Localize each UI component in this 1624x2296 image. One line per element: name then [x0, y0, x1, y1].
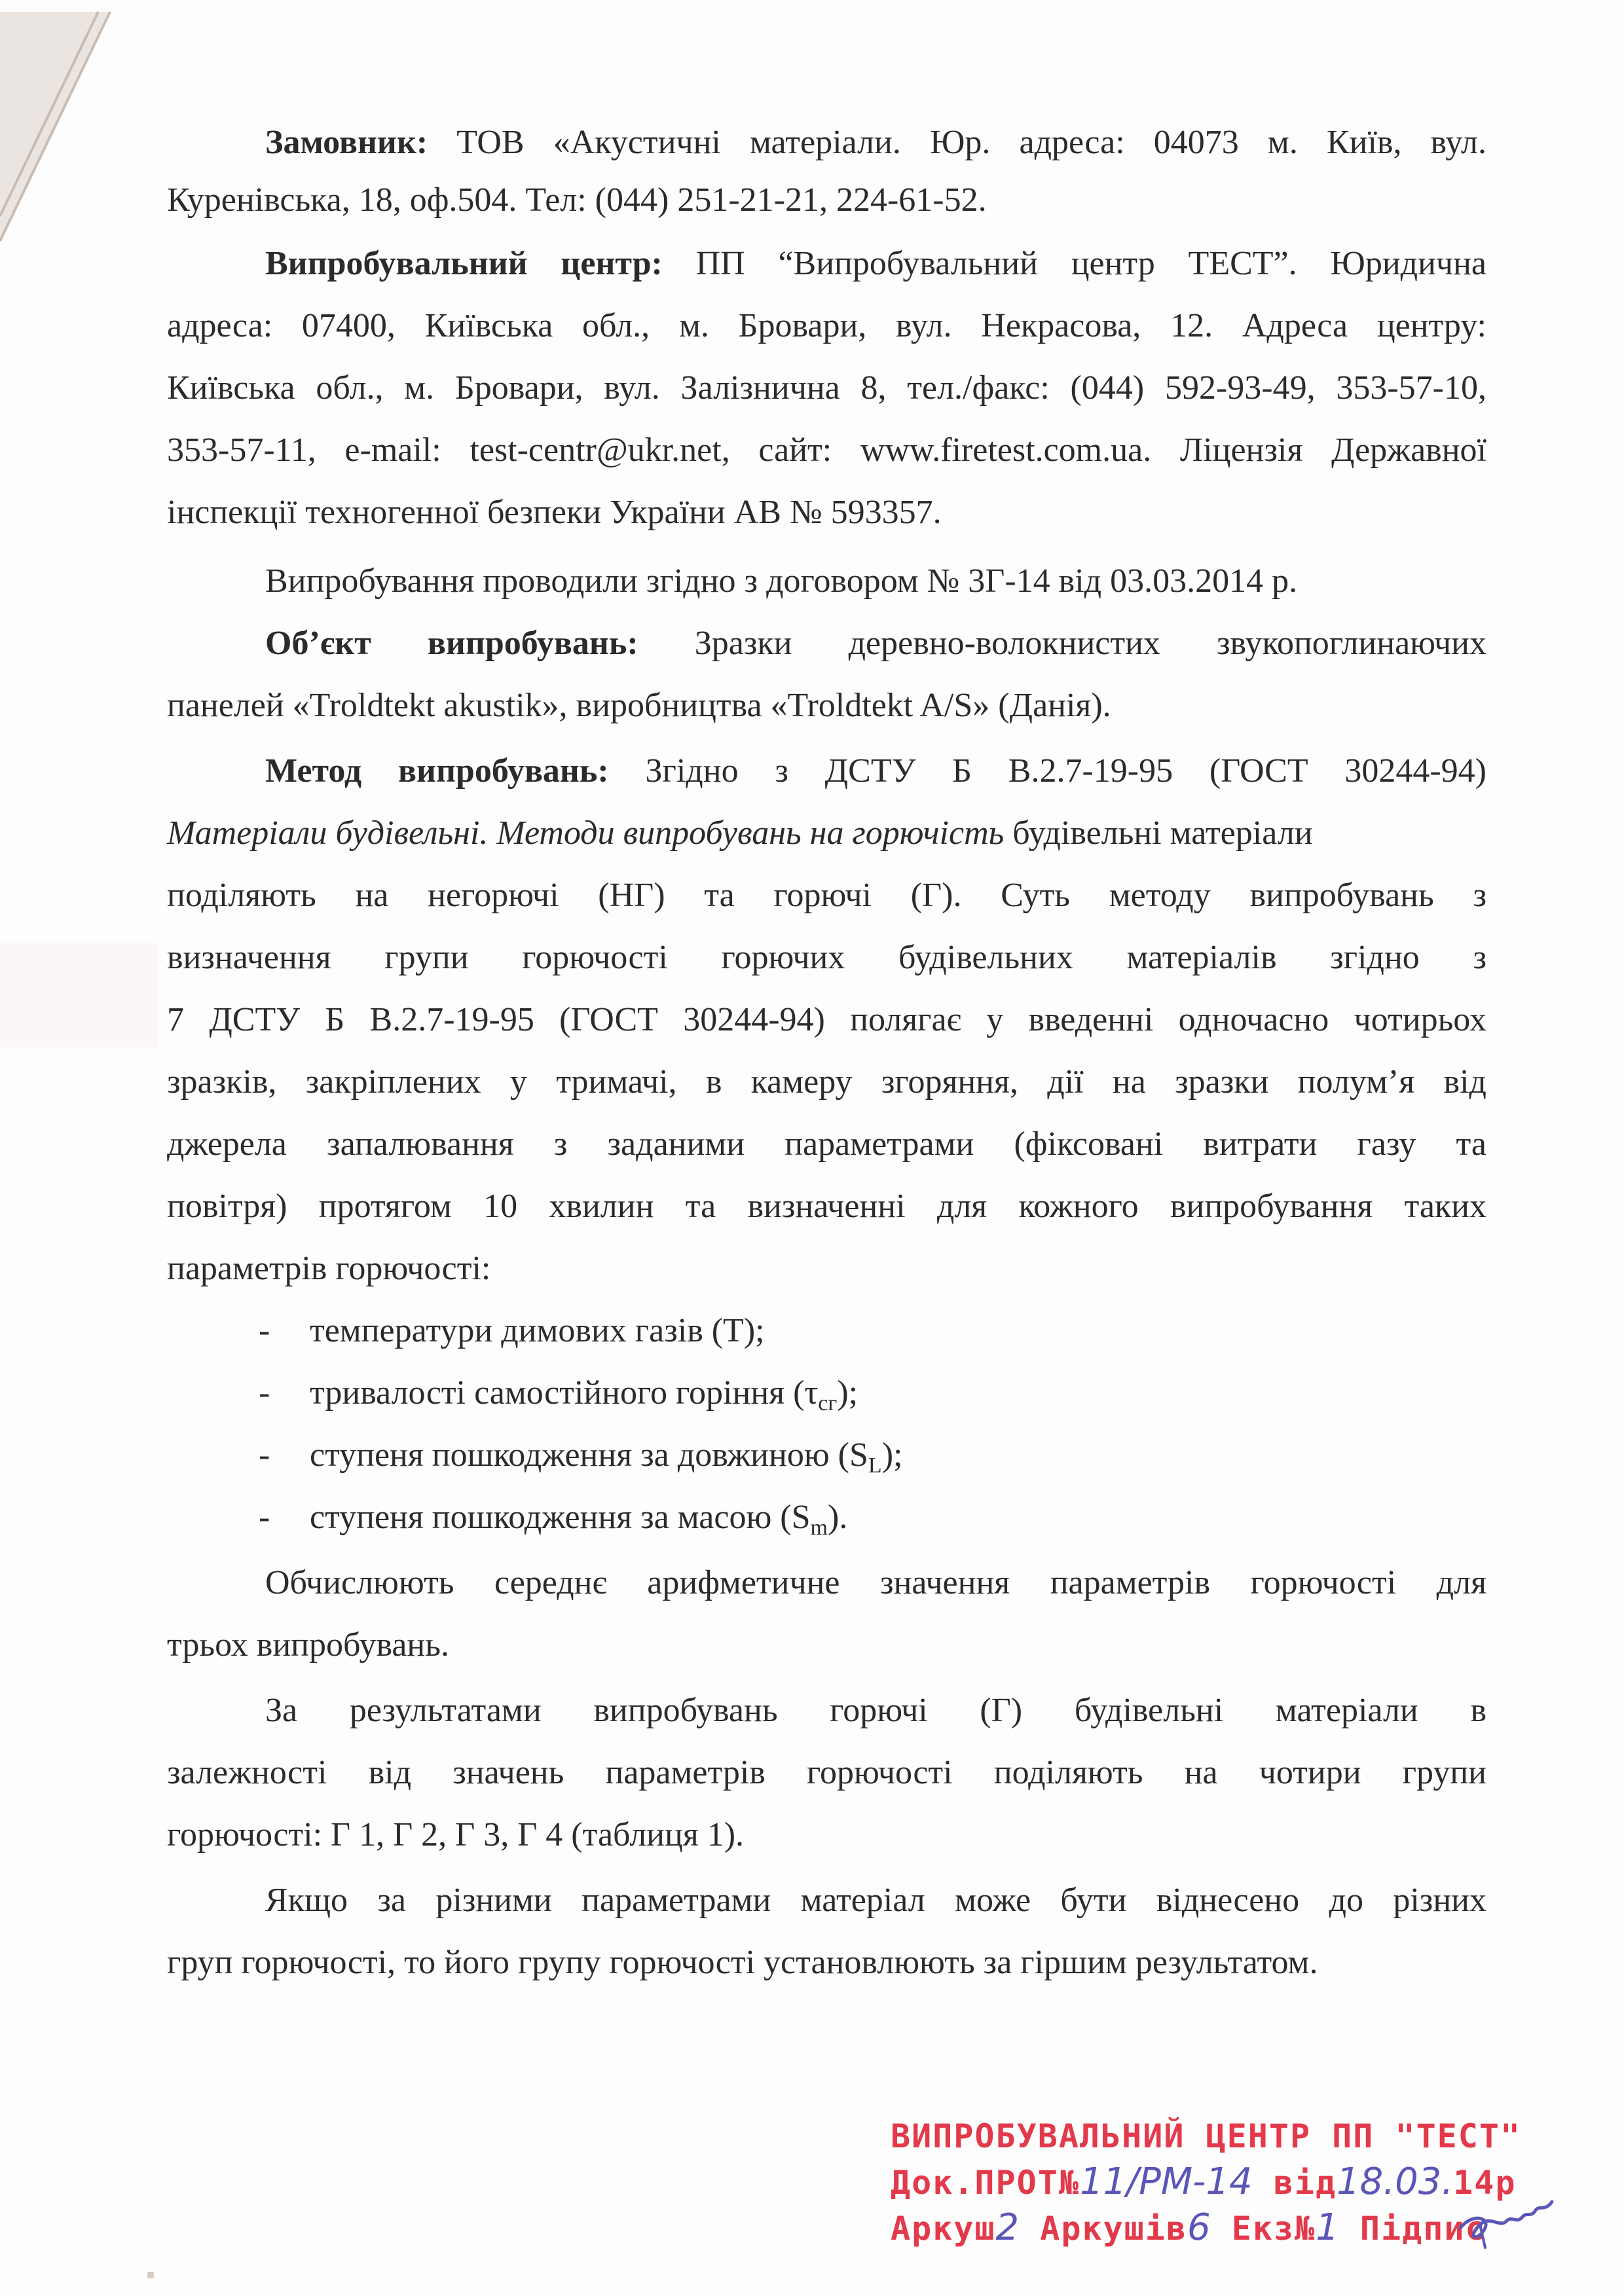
bleed-through-shadow	[0, 943, 157, 1048]
dash-bullet: -	[259, 1374, 270, 1412]
method-label: Метод випробувань:	[265, 752, 609, 790]
stamp-doc-row	[891, 2160, 1516, 2204]
method-line-3: поділяють на негорючі (НГ) та горючі (Г). Суть методу випробувань з	[167, 877, 1486, 914]
parameter-text: ступеня пошкодження за довжиною (S	[310, 1436, 868, 1474]
test-center-line-5: інспекції техногенної безпеки України АВ № 593357.	[167, 494, 942, 531]
customer-line-1	[167, 111, 1486, 174]
stamp-title: ВИПРОБУВАЛЬНИЙ ЦЕНТР ПП "ТЕСТ"	[891, 2117, 1522, 2155]
test-center-line-4: 353-57-11, e-mail: test-centr@ukr.net, сайт: www.firetest.com.ua. Ліцензія Державної	[167, 431, 1486, 469]
customer-text: ТОВ «Акустичні матеріали. Юр. адреса: 04073 м. Київ, вул.	[428, 124, 1486, 161]
test-center-line-2: адреса: 07400, Київська обл., м. Бровари, вул. Некрасова, 12. Адреса центру:	[167, 307, 1486, 344]
stamp-sign-label: Підпис	[1359, 2210, 1486, 2248]
worst-line-1: Якщо за різними параметрами матеріал може бути віднесено до різних	[265, 1882, 1486, 1919]
parameter-tail: );	[881, 1436, 903, 1474]
parameter-item	[167, 1424, 1486, 1487]
subscript: m	[810, 1516, 828, 1540]
protocol-stamp	[891, 2115, 1539, 2249]
handwritten-date: 18.03.	[1337, 2160, 1454, 2203]
signature	[1454, 2192, 1559, 2251]
stamp-date-year: 14р	[1453, 2164, 1517, 2202]
method-line-8: повітря) протягом 10 хвилин та визначенні для кожного випробування таких	[167, 1188, 1486, 1225]
worst-line-2: груп горючості, то його групу горючості установлюють за гіршим результатом.	[167, 1944, 1318, 1981]
parameter-item	[167, 1486, 1486, 1549]
object-line-1	[167, 612, 1486, 675]
parameter-item	[167, 1362, 1486, 1425]
customer-line-2: Куренівська, 18, оф.504. Тел: (044) 251-21-21, 224-61-52.	[167, 181, 987, 219]
method-line-7: джерела запалювання з заданими параметрами (фіксовані витрати газу та	[167, 1125, 1486, 1163]
parameter-text: тривалості самостійного горіння (τ	[310, 1374, 819, 1412]
parameter-item	[167, 1300, 1486, 1362]
stamp-sheet-label: Аркуш	[891, 2210, 996, 2248]
handwritten-doc-number: 11/РМ-14	[1079, 2160, 1253, 2203]
method-text: Згідно з ДСТУ Б В.2.7-19-95 (ГОСТ 30244-94)	[608, 752, 1486, 790]
method-line-4: визначення групи горючості горючих будівельних матеріалів згідно з	[167, 939, 1486, 976]
average-line-1: Обчислюють середнє арифметичне значення параметрів горючості для	[265, 1564, 1486, 1601]
stamp-date-label: від	[1273, 2164, 1337, 2202]
dash-bullet: -	[259, 1312, 270, 1349]
method-line-9: параметрів горючості:	[167, 1250, 491, 1287]
test-center-text: ПП “Випробувальний центр ТЕСТ”. Юридична	[662, 245, 1486, 282]
parameter-text: температури димових газів (Т);	[310, 1312, 765, 1349]
stamp-sheet-row	[891, 2206, 1486, 2250]
groups-line-2: залежності від значень параметрів горючості поділяють на чотири групи	[167, 1754, 1486, 1791]
folded-corner	[0, 0, 118, 249]
parameter-tail: ).	[828, 1499, 848, 1536]
dash-bullet: -	[259, 1499, 270, 1536]
stamp-doc-label: Док.ПРОТ№	[891, 2164, 1080, 2202]
parameter-text: ступеня пошкодження за масою (S	[310, 1499, 811, 1536]
test-center-line-3: Київська обл., м. Бровари, вул. Залізнична 8, тел./факс: (044) 592-93-49, 353-57-10,	[167, 369, 1486, 407]
handwritten-sheet: 2	[995, 2206, 1020, 2249]
average-line-2: трьох випробувань.	[167, 1626, 449, 1664]
test-center-label: Випробувальний центр:	[265, 245, 663, 282]
groups-line-3: горючості: Г 1, Г 2, Г 3, Г 4 (таблиця 1).	[167, 1816, 745, 1853]
parameter-tail: );	[837, 1374, 858, 1412]
object-label: Об’єкт випробувань:	[265, 625, 638, 662]
handwritten-copy: 1	[1316, 2206, 1339, 2249]
standard-title: Матеріали будівельні. Методи випробувань на горючість	[167, 814, 1005, 852]
groups-line-1: За результатами випробувань горючі (Г) будівельні матеріали в	[265, 1692, 1486, 1729]
method-line-2-rest: будівельні матеріали	[1004, 814, 1313, 852]
stamp-copy-label: Екз№	[1231, 2210, 1316, 2248]
test-center-line-1	[167, 232, 1486, 295]
subscript: L	[868, 1453, 882, 1478]
subscript: сг	[818, 1391, 838, 1415]
customer-label: Замовник:	[265, 124, 428, 161]
method-line-1	[167, 740, 1486, 803]
object-text: Зразки деревно-волокнистих звукопоглинаючих	[638, 625, 1486, 662]
contract-line: Випробування проводили згідно з договором № 3Г-14 від 03.03.2014 р.	[265, 562, 1298, 600]
stamp-sheets-label: Аркушів	[1040, 2210, 1187, 2248]
handwritten-sheets: 6	[1187, 2206, 1211, 2249]
scan-speck	[147, 2272, 154, 2278]
object-line-2: панелей «Troldtekt akustik», виробництва «Troldtekt A/S» (Данія).	[167, 687, 1111, 724]
method-line-2	[167, 802, 1486, 865]
method-line-5: 7 ДСТУ Б В.2.7-19-95 (ГОСТ 30244-94) полягає у введенні одночасно чотирьох	[167, 1001, 1486, 1038]
dash-bullet: -	[259, 1436, 270, 1474]
method-line-6: зразків, закріплених у тримачі, в камеру згоряння, дії на зразки полум’я від	[167, 1063, 1486, 1101]
